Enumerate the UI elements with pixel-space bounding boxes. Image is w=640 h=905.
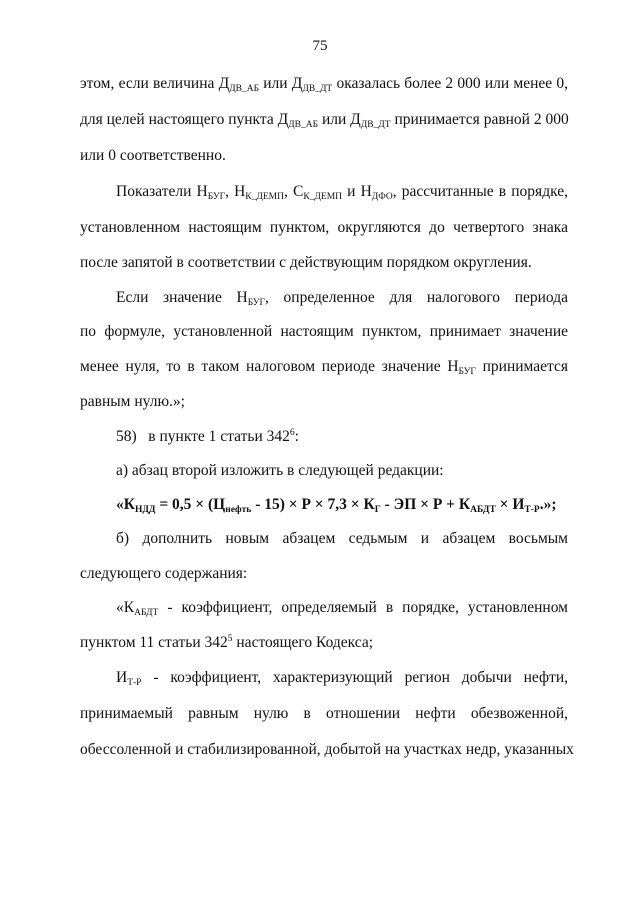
paragraph-3-line-2: по формуле, установленной настоящим пунктом, принимает значение xyxy=(80,323,568,340)
paragraph-5-line-1: $И_{Т-Р}$ - коэффициент, характеризующий регион добычи нефти, xyxy=(116,669,568,688)
paragraph-4-line-2: пунктом 11 статьи $342^5$ настоящего Кодекса; xyxy=(80,634,374,651)
paragraph-5-line-3: обессоленной и стабилизированной, добытой на участках недр, указанных xyxy=(80,741,574,758)
paragraph-4-line-1: «$К_{АБДТ}$ - коэффициент, определяемый в порядке, установленном xyxy=(116,599,568,618)
paragraph-2-line-2: установленном настоящим пунктом, округляются до четвертого знака xyxy=(80,219,568,236)
item-58-heading: 58) в пункте 1 статьи $342^6$: xyxy=(116,428,299,445)
paragraph-5-line-2: принимаемый равным нулю в отношении нефти обезвоженной, xyxy=(80,705,568,722)
paragraph-3-line-4: равным нулю.»; xyxy=(80,393,185,410)
formula-line: «$К_{НДД} = 0,5 \times (Ц_{нефть} - 15) \times Р \times 7,3 \times К_Г$ - ЭП × $Р + К_{АБДТ} \times И_{Т-Р}$.»; xyxy=(116,496,557,515)
paragraph-3-line-3: менее нуля, то в таком налоговом периоде значение $Н_{БУГ}$ принимается xyxy=(80,358,568,377)
paragraph-1-line-2: для целей настоящего пункта $Д_{ДВ\_АБ}$ или $Д_{ДВ\_ДТ}$ принимается равной 2 000 xyxy=(80,111,569,130)
item-b-line-1: б) дополнить новым абзацем седьмым и абзацем восьмым xyxy=(116,530,568,547)
paragraph-3-line-1: Если значение $Н_{БУГ}$, определенное для налогового периода xyxy=(116,289,568,308)
page-number: 75 xyxy=(312,38,328,54)
item-a-text: а) абзац второй изложить в следующей редакции: xyxy=(116,462,444,479)
paragraph-1-line-1: этом, если величина $Д_{ДВ\_АБ}$ или $Д_{ДВ\_ДТ}$ оказалась более 2 000 или менее 0, xyxy=(80,75,568,94)
paragraph-2-line-3: после запятой в соответствии с действующим порядком округления. xyxy=(80,254,532,271)
paragraph-2-line-1: Показатели $Н_{БУГ}$, $Н_{К\_ДЕМП}$, $С_{К\_ДЕМП}$ и $Н_{ДФО}$, рассчитанные в порядке, xyxy=(116,183,568,202)
item-b-line-2: следующего содержания: xyxy=(80,565,248,582)
paragraph-1-line-3: или 0 соответственно. xyxy=(80,147,226,164)
